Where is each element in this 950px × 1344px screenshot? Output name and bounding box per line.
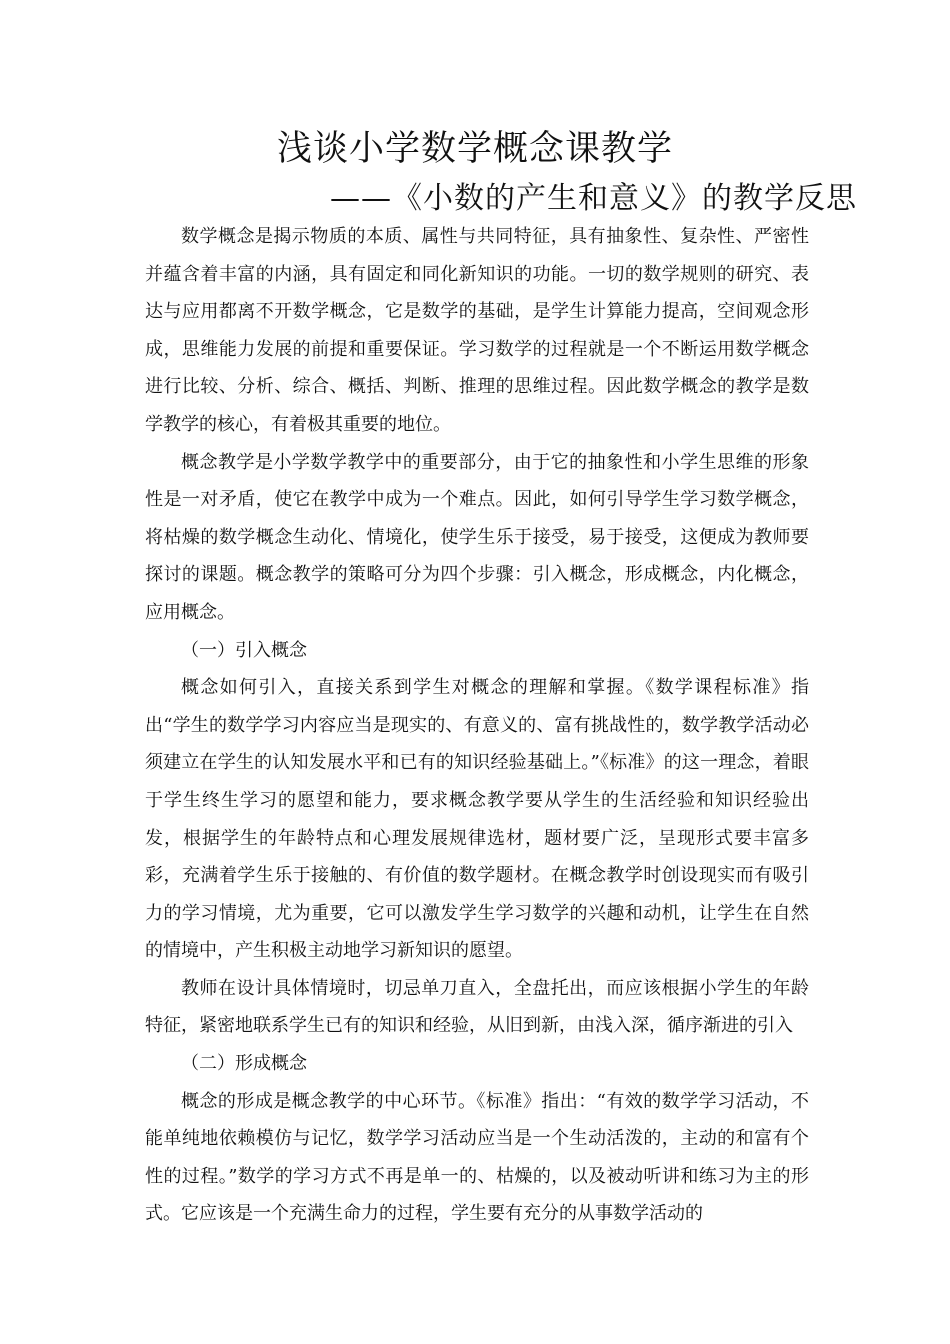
document-body [145,218,809,1233]
paragraph: 教师在设计具体情境时，切忌单刀直入，全盘托出，而应该根据小学生的年龄特征，紧密地联系学生已有的知识和经验，从旧到新，由浅入深，循序渐进的引入 [145,977,809,1037]
paragraph: 概念教学是小学数学教学中的重要部分，由于它的抽象性和小学生思维的形象性是一对矛盾，使它在教学中成为一个难点。因此，如何引导学生学习数学概念，将枯燥的数学概念生动化、情境化，使学生乐于接受，易于接受，这便成为教师要探讨的课题。概念教学的策略可分为四个步骤：引入概念，形成概念，内化概念，应用概念。 [145,451,809,623]
section-heading: （一）引入概念 [181,639,307,661]
document-title: 浅谈小学数学概念课教学 [276,129,673,169]
paragraph: 数学概念是揭示物质的本质、属性与共同特征，具有抽象性、复杂性、严密性并蕴含着丰富的内涵，具有固定和同化新知识的功能。一切的数学规则的研究、表达与应用都离不开数学概念，它是数学的基础，是学生计算能力提高，空间观念形成，思维能力发展的前提和重要保证。学习数学的过程就是一个不断运用数学概念进行比较、分析、综合、概括、判断、推理的思维过程。因此数学概念的教学是数学教学的核心，有着极其重要的地位。 [145,226,809,435]
paragraph: 概念如何引入，直接关系到学生对概念的理解和掌握。《数学课程标准》指出“学生的数学学习内容应当是现实的、有意义的、富有挑战性的，数学教学活动必须建立在学生的认知发展水平和已有的知识经验基础上。”《标准》的这一理念，着眼于学生终生学习的愿望和能力，要求概念教学要从学生的生活经验和知识经验出发，根据学生的年龄特点和心理发展规律选材，题材要广泛，呈现形式要丰富多彩，充满着学生乐于接触的、有价值的数学题材。在概念教学时创设现实而有吸引力的学习情境，尤为重要，它可以激发学生学习数学的兴趣和动机，让学生在自然的情境中，产生积极主动地学习新知识的愿望。 [145,677,809,962]
section-heading: （二）形成概念 [181,1053,307,1075]
document-subtitle: ——《小数的产生和意义》的教学反思 [330,181,857,216]
paragraph: 概念的形成是概念教学的中心环节。《标准》指出：“有效的数学学习活动，不能单纯地依赖模仿与记忆，数学学习活动应当是一个生动活泼的，主动的和富有个性的过程。”数学的学习方式不再是单一的、枯燥的，以及被动听讲和练习为主的形式。它应该是一个充满生命力的过程，学生要有充分的从事数学活动的 [145,1090,809,1225]
